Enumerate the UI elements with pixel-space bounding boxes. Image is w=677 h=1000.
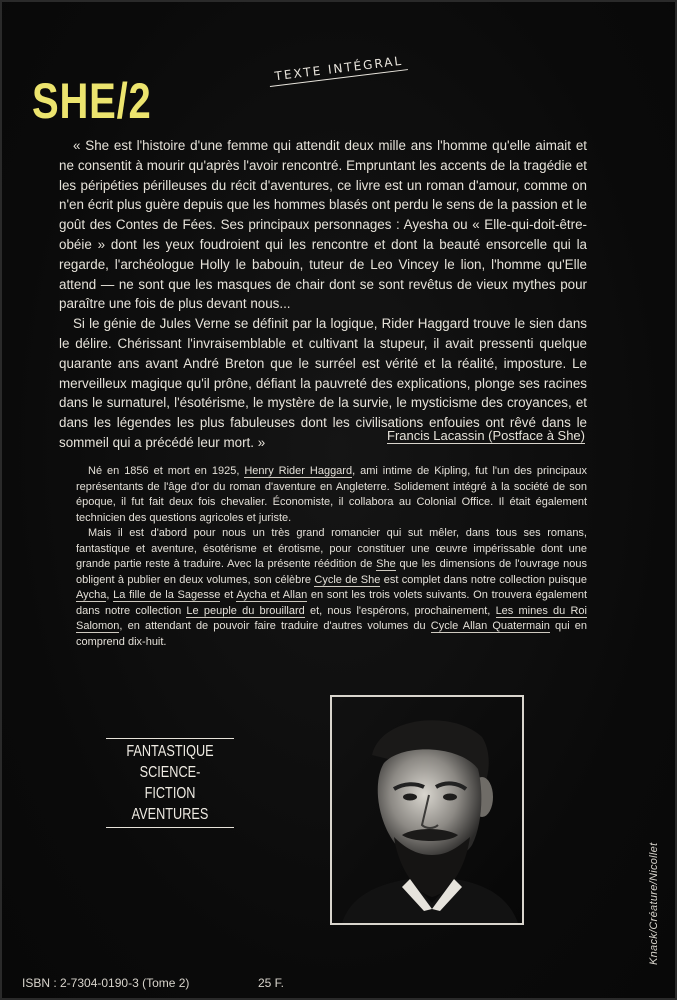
genre-label: AVENTURES <box>131 806 209 823</box>
author-name: Henry Rider Haggard <box>244 465 353 477</box>
author-biography <box>76 464 587 650</box>
genre-label: SCIENCE-FICTION <box>139 764 201 802</box>
bio-text: , <box>106 589 114 601</box>
genre-label: FANTASTIQUE <box>126 743 214 760</box>
title-aycha-et-allan: Aycha et Allan <box>236 589 308 601</box>
author-portrait-photo <box>330 695 524 925</box>
attribution-text: Francis Lacassin (Postface à She) <box>387 428 585 443</box>
bio-text: , ami intime de Kipling, fut l'un des principaux représentants de l'âge d'or du roman d'aventure en Angleterre. Solidement intégré à la société de son époque, il fut fait deux fois chevalier. Économiste, il collabora au Colonial Office. Il était également technicien des questions agricoles et juriste. <box>76 465 588 524</box>
photo-credit: Knack/Créature/Nicollet <box>648 842 660 965</box>
title-she: She <box>376 558 396 570</box>
bio-text: Mais il est d'abord pour nous un très grand romancier qui sut mêler, dans tous ses romans, fantastique et aventure, ésotérisme et érotisme, pour constituer une œuvre impérissable dont une grande partie reste à traduire. Avec la présente réédition de <box>76 527 587 570</box>
book-title: SHE/2 <box>32 73 152 129</box>
genre-box <box>106 738 234 828</box>
title-cycle-de-she: Cycle de She <box>314 573 381 586</box>
title-cycle-allan-quatermain: Cycle Allan Quatermain <box>430 620 550 632</box>
texte-integral-stamp: TEXTE INTÉGRAL <box>268 53 408 87</box>
bio-text: en sont les trois volets suivants. On trouvera également dans notre collection <box>76 589 588 617</box>
bio-text: , en attendant de pouvoir faire traduire d'autres volumes du <box>119 620 431 632</box>
bio-text: qui en comprend dix-huit. <box>76 620 587 648</box>
bio-paragraph <box>76 526 587 650</box>
title-aycha: Aycha <box>76 589 107 601</box>
title-les-mines-du-roi-salomon: Les mines du Roi Salomon <box>76 604 587 632</box>
title-le-peuple-du-brouillard: Le peuple du brouillard <box>186 604 305 617</box>
quote-paragraph: Si le génie de Jules Verne se définit par la logique, Rider Haggard trouve le sien dans le délire. Chérissant l'invraisemblable et cultivant la stupeur, il avait pressenti quelque quarante ans avant André Breton que le surréel est vérité et la réalité, imposture. Le merveilleux magique qu'il prône, défiant la pauvreté des explications, plonge ses racines dans le surnaturel, l'ésotérisme, le mystère de la survie, le mysticisme des croyances, et dans les légendes les plus fabuleuses dont les civilisations enfouies ont rêvé dans le sommeil qui a précédé leur mort. » <box>59 316 587 450</box>
bio-text: que les dimensions de l'ouvrage nous obligent à publier en deux volumes, son célèbre <box>76 558 588 586</box>
quote-paragraph: « She est l'histoire d'une femme qui attendit deux mille ans l'homme qu'elle aimait et ne consentit à mourir qu'après l'avoir rencontré. Empruntant les accents de la tragédie et les péripéties périlleuses du récit d'aventures, ce livre est un roman d'amour, comme on n'en écrit plus guère depuis que les hommes blasés ont perdu le sens de la passion et le goût des Contes de Fées. Ses principaux personnages : Ayesha ou « Elle-qui-doit-être-obéie » dont les yeux foudroient qui les rencontre et dont la beauté ensorcelle qui la regarde, l'archéologue Holly le babouin, tuteur de Leo Vincey le lion, l'homme qu'Elle attend — ne sont que les masques de chair dont se sont revêtus de vieux mythes pour paraître une fois de plus devant nous... <box>59 138 587 312</box>
bio-text: et, nous l'espérons, prochainement, <box>304 604 496 617</box>
bio-paragraph <box>76 464 587 526</box>
bio-text: et <box>220 589 237 601</box>
blurb-quote <box>59 136 587 453</box>
price-label: 25 F. <box>258 976 285 990</box>
portrait-illustration <box>332 697 522 923</box>
isbn-number: ISBN : 2-7304-0190-3 (Tome 2) <box>22 976 190 990</box>
bio-text: Né en 1856 et mort en 1925, <box>88 465 245 477</box>
title-la-fille-de-la-sagesse: La fille de la Sagesse <box>113 589 221 601</box>
bio-text: est complet dans notre collection puisque <box>380 573 587 586</box>
quote-attribution <box>387 428 585 443</box>
